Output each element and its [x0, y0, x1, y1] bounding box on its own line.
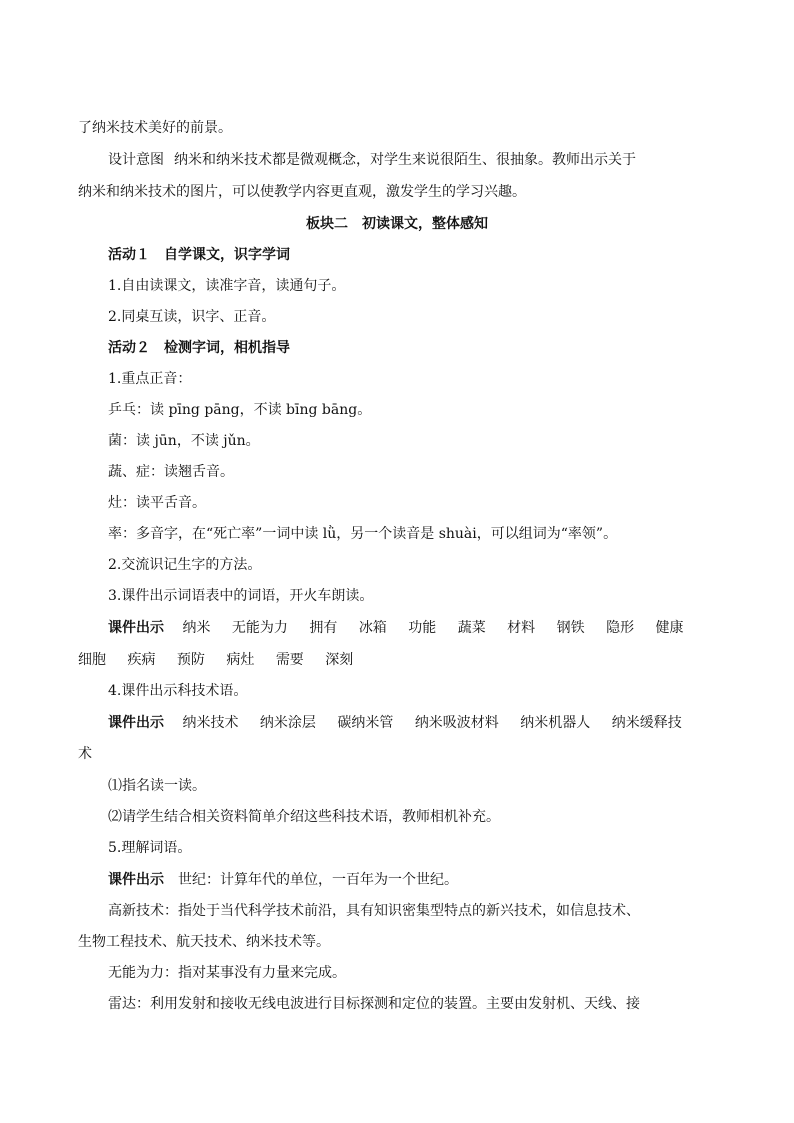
definition-text: 世纪：计算年代的单位，一百年为一个世纪。 — [178, 872, 458, 888]
sub-item: ⑴指名读一读。 — [108, 778, 206, 794]
tech-term: 纳米技术 — [182, 715, 239, 731]
activity-heading: 活动２ 检测字词，相机指导 — [108, 340, 290, 356]
tech-term: 纳米缓释技 — [611, 715, 682, 731]
word-item: 细胞 — [78, 652, 106, 668]
word-item: 疾病 — [127, 652, 156, 668]
word-item: 拥有 — [309, 620, 338, 636]
paragraph-line: 1.重点正音： — [108, 371, 192, 387]
word-item: 病灶 — [226, 652, 255, 668]
courseware-label: 课件出示 — [108, 715, 164, 731]
definition-line: 高新技术：指处于当代科学技术前沿，具有知识密集型特点的新兴技术，如信息技术、 — [108, 903, 640, 919]
word-list-row — [78, 650, 714, 670]
pronunciation-line: 菌：读 jūn，不读 jǔn。 — [108, 433, 260, 449]
word-item: 材料 — [507, 620, 536, 636]
paragraph-line: 纳米和纳米技术的图片，可以使教学内容更直观，激发学生的学习兴趣。 — [78, 184, 526, 200]
word-item: 冰箱 — [358, 620, 387, 636]
definition-line — [108, 870, 714, 890]
word-item: 预防 — [176, 652, 205, 668]
word-item: 需要 — [275, 652, 304, 668]
tech-term: 纳米机器人 — [520, 715, 591, 731]
word-item: 蔬菜 — [457, 620, 486, 636]
section-heading: 板块二 初读课文，整体感知 — [306, 216, 488, 232]
pronunciation-line: 乒乓：读 pīng pāng，不读 bīng bāng。 — [108, 402, 372, 418]
definition-line: 雷达：利用发射和接收无线电波进行目标探测和定位的装置。主要由发射机、天线、接 — [108, 996, 640, 1012]
pronunciation-line: 灶：读平舌音。 — [108, 495, 206, 511]
word-item: 钢铁 — [556, 620, 585, 636]
word-item: 功能 — [408, 620, 437, 636]
tech-term: 纳米涂层 — [259, 715, 316, 731]
activity-heading: 活动１ 自学课文，识字学词 — [108, 247, 290, 263]
word-item: 纳米 — [182, 620, 211, 636]
tech-term: 纳米吸波材料 — [414, 715, 499, 731]
paragraph-line: 3.课件出示词语表中的词语，开火车朗读。 — [108, 588, 374, 604]
word-item: 深刻 — [325, 652, 354, 668]
paragraph-line: 2.交流识记生字的方法。 — [108, 557, 262, 573]
definition-line: 生物工程技术、航天技术、纳米技术等。 — [78, 934, 330, 950]
tech-term-row — [108, 713, 714, 733]
paragraph-line: 5.理解词语。 — [108, 840, 192, 856]
word-item: 无能为力 — [231, 620, 288, 636]
paragraph-line: 4.课件出示科技术语。 — [108, 683, 248, 699]
paragraph-line: 了纳米技术美好的前景。 — [78, 120, 232, 136]
design-intent-label: 设计意图 — [108, 152, 164, 168]
pronunciation-line: 率：多音字，在“死亡率”一词中读 lǜ，另一个读音是 shuài，可以组词为“率领”。 — [108, 526, 618, 542]
tech-term: 碳纳米管 — [337, 715, 394, 731]
paragraph-line: 1.自由读课文，读准字音，读通句子。 — [108, 278, 346, 294]
design-intent-text: 纳米和纳米技术都是微观概念，对学生来说很陌生、很抽象。教师出示关于 — [174, 152, 636, 168]
pronunciation-line: 蔬、症：读翘舌音。 — [108, 464, 234, 480]
sub-item: ⑵请学生结合相关资料简单介绍这些科技术语，教师相机补充。 — [108, 809, 500, 825]
definition-line: 无能为力：指对某事没有力量来完成。 — [108, 965, 346, 981]
courseware-label: 课件出示 — [108, 872, 164, 888]
design-intent-line — [108, 150, 714, 170]
tech-term-row: 术 — [78, 746, 92, 762]
courseware-label: 课件出示 — [108, 620, 164, 636]
word-list-row — [108, 618, 714, 638]
word-item: 健康 — [655, 620, 684, 636]
word-item: 隐形 — [606, 620, 635, 636]
paragraph-line: 2.同桌互读，识字、正音。 — [108, 309, 276, 325]
